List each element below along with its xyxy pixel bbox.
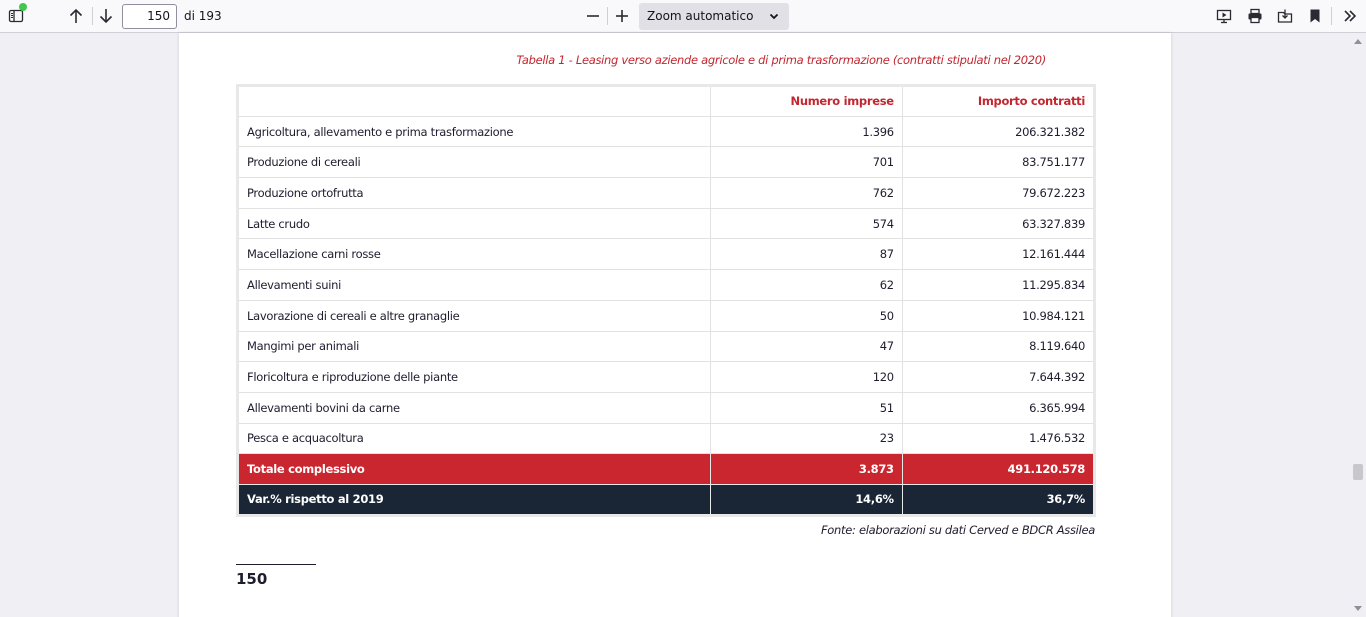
table-row [238,423,1095,454]
row-value: 120 [710,362,902,393]
row-value: 1.476.532 [902,423,1094,454]
total-row [238,454,1095,485]
variation-value: 14,6% [710,484,902,515]
row-label: Mangimi per animali [238,331,711,362]
row-value: 8.119.640 [902,331,1094,362]
minus-icon [585,8,601,24]
page-number-input[interactable]: 150 [122,4,177,29]
row-value: 10.984.121 [902,300,1094,331]
header-cell [238,86,711,117]
row-label: Floricoltura e riproduzione delle piante [238,362,711,393]
row-value: 62 [710,270,902,301]
row-value: 1.396 [710,116,902,147]
document-page [179,33,1171,617]
row-value: 762 [710,178,902,209]
print-icon [1247,8,1263,24]
row-label: Agricoltura, allevamento e prima trasformazione [238,116,711,147]
row-value: 63.327.839 [902,208,1094,239]
more-tools-button[interactable] [1337,3,1363,29]
row-value: 23 [710,423,902,454]
header-cell: Numero imprese [710,86,902,117]
row-label: Allevamenti suini [238,270,711,301]
page-number-rule [236,564,316,565]
table-row [238,147,1095,178]
previous-page-button[interactable] [63,3,89,29]
row-value: 87 [710,239,902,270]
table-row [238,331,1095,362]
zoom-select[interactable] [639,3,789,30]
row-label: Pesca e acquacoltura [238,423,711,454]
plus-icon [614,8,630,24]
table-caption: Tabella 1 - Leasing verso aziende agricole e di prima trasformazione (contratti stipulati nel 2020) [516,53,1046,67]
row-value: 6.365.994 [902,392,1094,423]
row-value: 701 [710,147,902,178]
table-row [238,270,1095,301]
toolbar-separator [1331,7,1332,25]
row-value: 51 [710,392,902,423]
total-value: 491.120.578 [902,454,1094,485]
table-source-note: Fonte: elaborazioni su dati Cerved e BDCR Assilea [820,523,1095,537]
row-label: Latte crudo [238,208,711,239]
zoom-in-button[interactable] [609,3,635,29]
variation-row [238,484,1095,515]
table-header-row [238,86,1095,117]
row-label: Produzione ortofrutta [238,178,711,209]
table-row [238,116,1095,147]
save-button[interactable] [1272,3,1298,29]
table-row [238,362,1095,393]
vertical-scrollbar[interactable] [1350,33,1366,617]
row-value: 47 [710,331,902,362]
zoom-select-label: Zoom automatico [647,9,754,23]
scrollbar-thumb[interactable] [1353,464,1363,480]
presentation-mode-button[interactable] [1211,3,1237,29]
presentation-mode-icon [1216,8,1232,24]
variation-value: 36,7% [902,484,1094,515]
scroll-down-arrow-icon[interactable] [1354,606,1362,611]
total-value: 3.873 [710,454,902,485]
leasing-table [236,84,1096,517]
double-chevron-icon [1342,8,1358,24]
row-value: 7.644.392 [902,362,1094,393]
scroll-up-arrow-icon[interactable] [1354,39,1362,44]
row-value: 83.751.177 [902,147,1094,178]
total-label: Totale complessivo [238,454,711,485]
row-label: Lavorazione di cereali e altre granaglie [238,300,711,331]
page-total-label: di 193 [184,9,222,23]
table-row [238,239,1095,270]
page-number: 150 [236,570,268,588]
header-cell: Importo contratti [902,86,1094,117]
row-value: 574 [710,208,902,239]
table-row [238,392,1095,423]
row-value: 50 [710,300,902,331]
table-row [238,300,1095,331]
print-button[interactable] [1242,3,1268,29]
row-label: Allevamenti bovini da carne [238,392,711,423]
row-label: Produzione di cereali [238,147,711,178]
row-value: 206.321.382 [902,116,1094,147]
save-icon [1277,8,1293,24]
arrow-up-icon [68,8,84,24]
row-value: 11.295.834 [902,270,1094,301]
notification-dot [19,3,27,11]
table-row [238,208,1095,239]
variation-label: Var.% rispetto al 2019 [238,484,711,515]
bookmark-icon [1307,8,1323,24]
row-value: 79.672.223 [902,178,1094,209]
row-label: Macellazione carni rosse [238,239,711,270]
bookmark-button[interactable] [1302,3,1328,29]
next-page-button[interactable] [93,3,119,29]
row-value: 12.161.444 [902,239,1094,270]
table-row [238,178,1095,209]
arrow-down-icon [98,8,114,24]
pdf-toolbar [0,0,1366,33]
zoom-out-button[interactable] [580,3,606,29]
toolbar-separator [607,7,608,25]
